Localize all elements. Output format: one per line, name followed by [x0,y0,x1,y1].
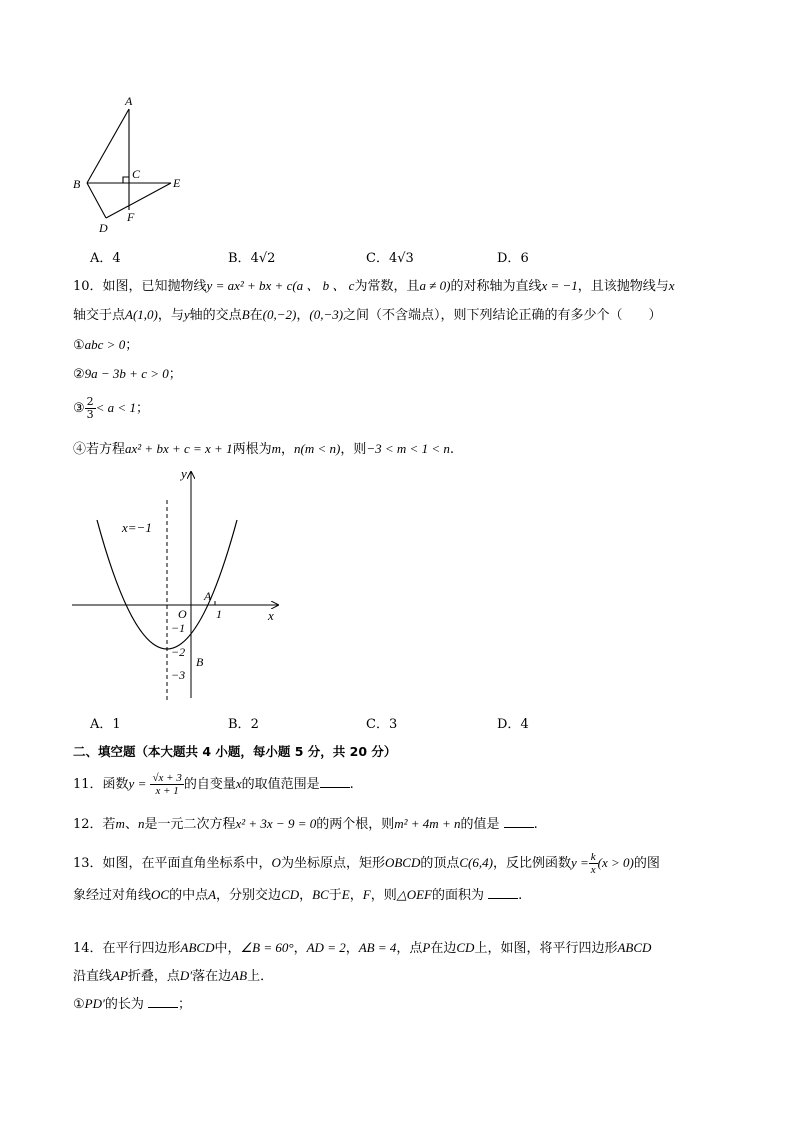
math: D′ [179,968,193,983]
text: 的顶点 [420,856,460,871]
option-value: 2 [250,717,259,732]
math: m [271,441,281,456]
q10-option-d[interactable] [497,713,529,732]
fraction [85,396,96,421]
q10-stem-line2 [73,306,662,325]
parabola-graph-q10 [60,460,290,710]
text: 、 [124,817,138,832]
math: x [235,776,242,791]
tick-neg3-label: −3 [171,668,186,682]
option-letter: C． [366,717,389,732]
text: 的面积为 [432,888,485,903]
text: ，点 [396,941,423,956]
text: . [518,888,523,903]
text: 轴的交点 [189,308,242,323]
text: ，且该抛物线与 [577,279,669,294]
q10-conclusion-4 [73,440,454,459]
text: 在边 [430,941,457,956]
label-B: B [73,177,81,191]
q10-conclusion-3 [73,396,149,421]
math: x = −1 [541,278,578,293]
text: ，则 [340,442,367,457]
answer-blank[interactable] [320,775,350,788]
q10-stem-line1 [73,277,675,296]
text: 中， [214,941,241,956]
math: E [341,887,350,902]
math: ax² + bx + c = x + 1 [125,441,233,456]
q9-option-c[interactable] [366,247,414,266]
text: 的两个根，则 [316,817,395,832]
math: P [422,940,431,955]
text: 的长为 [104,997,144,1012]
option-letter: C． [366,251,389,266]
math: y = [570,855,589,870]
q13-stem-line2 [73,886,522,905]
text: ， [349,888,363,903]
text: ，分别交边 [216,888,282,903]
text: ， [345,941,359,956]
text: ④若方程 [73,442,126,457]
origin-label: O [178,607,187,621]
text: . [533,817,538,832]
option-value: 1 [112,717,121,732]
math: (0,−2) [262,307,297,322]
geometry-figure-q9 [70,92,200,237]
option-letter: B． [228,717,251,732]
text: ① [73,997,85,1012]
text: 之间（不含端点），则下列结论正确的有多少个（ ） [343,308,662,323]
denominator: 3 [86,408,94,421]
q9-option-a[interactable] [90,247,121,266]
math: x [668,278,675,293]
text: ， [293,941,307,956]
option-letter: D． [497,717,521,732]
option-value: 4√2 [250,251,276,266]
label-C: C [132,167,141,181]
y-axis-label: y [181,466,187,481]
answer-blank[interactable] [148,995,178,1008]
option-value: 3 [388,717,398,732]
text: 的对称轴为直线 [450,279,542,294]
text: 是一元二次方程 [144,817,236,832]
option-value: 4 [112,251,121,266]
q10-conclusion-1 [73,336,138,355]
option-letter: D． [497,251,521,266]
fraction [589,851,598,876]
q14-stem-line1 [73,939,651,958]
point-B-label: B [196,655,204,669]
option-letter: A． [90,717,113,732]
text: 折叠，点 [127,969,180,984]
text: 为常数，且 [354,279,420,294]
option-letter: B． [228,251,251,266]
text: 在 [249,308,263,323]
math: AB [231,968,248,983]
math: CD [456,940,475,955]
text: ， [296,308,310,323]
q14-sub-question-1 [73,995,191,1014]
label-E: E [173,176,181,190]
option-value: 4 [520,717,529,732]
text: 11．函数 [73,777,129,792]
option-letter: A． [90,251,113,266]
text: ； [135,401,149,416]
segment-DE [106,183,171,218]
math: AP [112,968,128,983]
q10-option-b[interactable] [228,713,259,732]
math: AB = 4 [358,940,397,955]
math: (x > 0) [597,855,634,870]
math: ∠B = 60° [240,940,294,955]
text: 的中点 [169,888,209,903]
math: O [271,855,281,870]
q10-option-a[interactable] [90,713,121,732]
section-heading-fill-in: 二、填空题（本大题共 4 小题，每小题 5 分，共 20 分） [73,744,397,759]
segment-AB [87,109,129,183]
q10-conclusion-2 [73,365,182,384]
math: A [208,887,217,902]
text: ； [125,338,139,353]
math: y [183,307,190,322]
x-axis-label: x [268,608,274,623]
math: ABCD [180,940,215,955]
answer-blank[interactable] [488,886,518,899]
numerator: k [590,851,596,863]
text: 象经过对角线 [73,888,152,903]
text: ， [299,888,313,903]
text: 轴交于点 [73,308,126,323]
q9-option-d[interactable] [497,247,529,266]
tick-neg2-label: −2 [171,645,186,659]
math: ABCD [617,940,652,955]
math: n(m < n) [294,441,341,456]
denominator: x [590,864,596,876]
text: 沿直线 [73,969,113,984]
fraction [150,772,183,797]
math: y = ax² + bx + c(a 、 b 、 c [206,278,355,293]
right-angle-mark [123,177,129,183]
math: (0,−3) [309,307,344,322]
segment-BD [87,183,106,218]
label-F: F [127,210,135,224]
text: ③ [73,401,85,416]
label-A: A [125,94,133,108]
math: BC [312,887,329,902]
text: 13．如图，在平面直角坐标系中， [73,856,272,871]
text: 上，如图，将平行四边形 [474,941,618,956]
text: ，反比例函数 [492,856,571,871]
label-D: D [99,221,108,235]
math: −3 < m < 1 < n [366,441,450,456]
math: OBCD [384,855,421,870]
text: . [349,777,354,792]
text: ； [168,367,182,382]
math: B [241,307,250,322]
math: PD′ [84,996,105,1011]
option-value: 6 [520,251,529,266]
math: AD = 2 [306,940,346,955]
math: x² + 3x − 9 = 0 [235,816,317,831]
text: 14．在平行四边形 [73,941,181,956]
q11-stem [73,772,354,797]
option-value: 4√3 [388,251,414,266]
tick-1-label: 1 [216,607,222,621]
text: ，则 [370,888,397,903]
math: n [137,816,145,831]
point-A-label: A [204,589,212,603]
math: F [362,887,371,902]
math: 9a − 3b + c > 0 [84,366,169,381]
q10-option-c[interactable] [366,713,397,732]
math: CD [281,887,300,902]
text: ； [178,997,192,1012]
q14-stem-line2 [73,967,273,986]
text: 12．若 [73,817,116,832]
text: 为坐标原点，矩形 [280,856,385,871]
denominator: x + 1 [155,785,179,797]
math: y = [128,776,147,791]
q12-stem [73,815,538,834]
math: a ≠ 0) [419,278,451,293]
text: 10．如图，已知抛物线 [73,279,207,294]
q9-option-b[interactable] [228,247,275,266]
math: △OEF [396,887,432,902]
math: A(1,0) [125,307,158,322]
text: ，与 [157,308,184,323]
math: abc > 0 [84,337,126,352]
math: C(6,4) [459,855,493,870]
q13-stem-line1 [73,851,660,876]
text: 于 [328,888,342,903]
text: . [449,442,454,457]
math: < a < 1 [95,400,136,415]
text: ① [73,338,85,353]
answer-blank[interactable] [504,815,534,828]
math: OC [151,887,170,902]
text: ② [73,367,85,382]
numerator: √x + 3 [152,772,182,784]
text: 的取值范围是 [241,777,320,792]
math: m [115,816,125,831]
text: ， [281,442,295,457]
math: m² + 4m + n [394,816,461,831]
text: 的值是 [460,817,500,832]
text: 的图 [633,856,660,871]
text: 的自变量 [183,777,236,792]
tick-neg1-label: −1 [171,621,186,635]
text: 落在边 [192,969,232,984]
text: 上． [247,969,274,984]
text: 两根为 [232,442,272,457]
symmetry-axis-label: x=−1 [122,520,152,535]
numerator: 2 [86,395,94,408]
